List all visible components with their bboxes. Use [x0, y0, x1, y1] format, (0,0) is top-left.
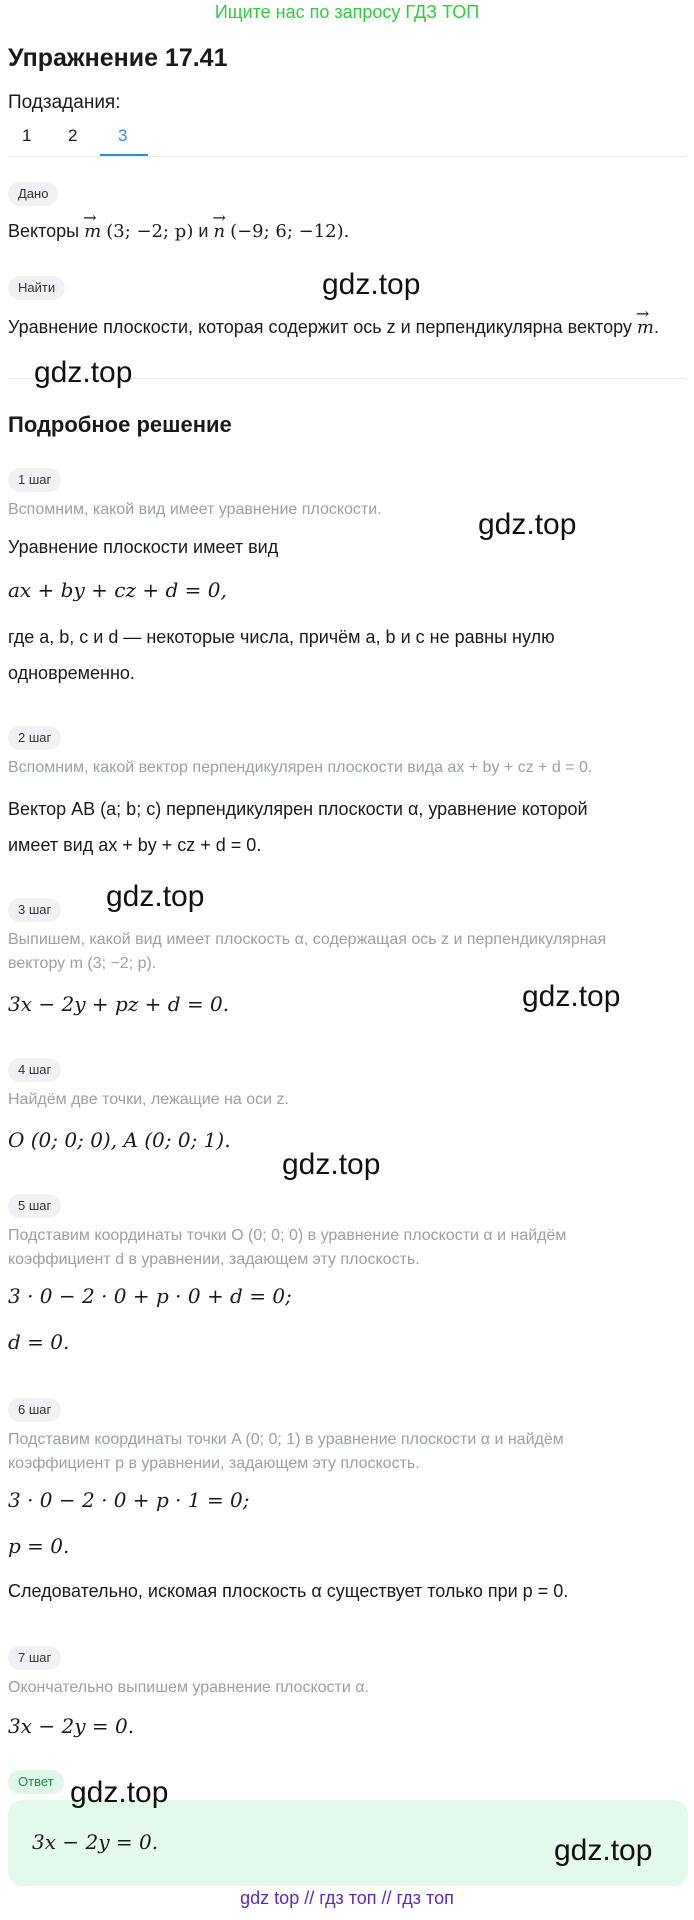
step-badge: 5 шаг	[8, 1194, 61, 1218]
tab-1[interactable]: 1	[22, 126, 32, 145]
step-text: где a, b, c и d — некоторые числа, причём a, b и c не равны нулю	[8, 627, 555, 647]
step-text: одновременно.	[8, 663, 135, 683]
step-hint: Вспомним, какой вид имеет уравнение плоскости.	[8, 501, 382, 518]
formula: d = 0.	[8, 1330, 70, 1354]
watermark: gdz.top	[34, 356, 133, 389]
step-hint: коэффициент d в уравнении, задающем эту плоскость.	[8, 1251, 420, 1268]
watermark: gdz.top	[322, 268, 421, 301]
step-hint: Выпишем, какой вид имеет плоскость α, содержащая ось z и перпендикулярная	[8, 931, 607, 948]
formula: 3 · 0 − 2 · 0 + p · 0 + d = 0;	[8, 1284, 292, 1308]
formula: 3 · 0 − 2 · 0 + p · 1 = 0;	[8, 1488, 250, 1512]
answer-formula: 3x − 2y = 0.	[32, 1830, 159, 1854]
formula: 3x − 2y = 0.	[8, 1714, 135, 1738]
step-text: Уравнение плоскости имеет вид	[8, 537, 279, 557]
step-hint: Подставим координаты точки A (0; 0; 1) в уравнение плоскости α и найдём	[8, 1431, 564, 1448]
tab-3[interactable]: 3	[118, 126, 128, 145]
step-hint: Найдём две точки, лежащие на оси z.	[8, 1091, 289, 1108]
subtasks-label: Подзадания:	[8, 92, 121, 113]
step-badge: 4 шаг	[8, 1058, 61, 1082]
find-badge: Найти	[8, 276, 65, 300]
tab-2[interactable]: 2	[68, 126, 78, 145]
step-badge: 7 шаг	[8, 1646, 61, 1670]
step-text: Вектор AB (a; b; c) перпендикулярен плоскости α, уравнение которой	[8, 799, 588, 819]
given-text: Векторы → m (3; −2; p) и → n (−9; 6; −12).	[8, 218, 349, 245]
step-badge: 3 шаг	[8, 898, 61, 922]
step-hint: Подставим координаты точки O (0; 0; 0) в уравнение плоскости α и найдём	[8, 1227, 567, 1244]
vector-n: → n	[213, 219, 225, 245]
formula: ax + by + cz + d = 0,	[8, 578, 227, 602]
watermark: gdz.top	[554, 1834, 653, 1867]
formula: O (0; 0; 0), A (0; 0; 1).	[8, 1128, 231, 1152]
step-badge: 6 шаг	[8, 1398, 61, 1422]
watermark: gdz.top	[478, 508, 577, 541]
step-hint: вектору m (3; −2; p).	[8, 955, 157, 972]
step-text: имеет вид ax + by + cz + d = 0.	[8, 835, 262, 855]
search-banner: Ищите нас по запросу ГДЗ ТОП	[214, 2, 480, 22]
formula: 3x − 2y + pz + d = 0.	[8, 992, 230, 1016]
watermark: gdz.top	[106, 880, 205, 913]
divider	[8, 156, 686, 157]
step-hint: коэффициент p в уравнении, задающем эту плоскость.	[8, 1455, 420, 1472]
step-hint: Вспомним, какой вектор перпендикулярен плоскости вида ax + by + cz + d = 0.	[8, 759, 593, 776]
watermark: gdz.top	[282, 1148, 381, 1181]
solution-heading: Подробное решение	[8, 412, 232, 437]
step-text: Следовательно, искомая плоскость α существует только при p = 0.	[8, 1581, 569, 1601]
step-badge: 1 шаг	[8, 468, 61, 492]
vector-m: → m	[84, 219, 101, 245]
step-badge: 2 шаг	[8, 726, 61, 750]
answer-badge: Ответ	[8, 1770, 64, 1794]
watermark: gdz.top	[522, 980, 621, 1013]
footer-links[interactable]: gdz top // гдз топ // гдз топ	[240, 1888, 454, 1908]
find-text: Уравнение плоскости, которая содержит ось z и перпендикулярна вектору → m.	[8, 314, 659, 341]
step-hint: Окончательно выпишем уравнение плоскости α.	[8, 1679, 369, 1696]
formula: p = 0.	[8, 1534, 70, 1558]
subtask-tabs	[8, 122, 140, 156]
watermark: gdz.top	[70, 1776, 169, 1809]
given-badge: Дано	[8, 182, 58, 206]
page-title: Упражнение 17.41	[8, 44, 228, 72]
